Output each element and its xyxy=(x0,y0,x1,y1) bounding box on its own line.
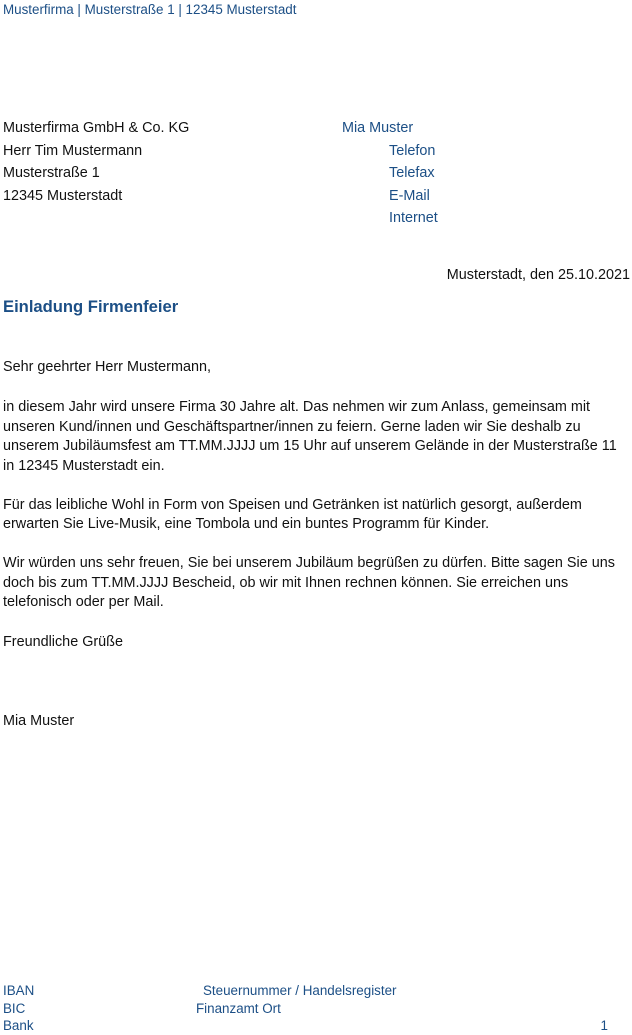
recipient-city: 12345 Musterstadt xyxy=(3,187,123,204)
page-number: 1 xyxy=(600,1018,608,1033)
footer-iban: IBAN xyxy=(3,983,35,998)
contact-person-name: Mia Muster xyxy=(342,120,414,136)
recipient-name: Herr Tim Mustermann xyxy=(3,142,143,159)
contact-info-block xyxy=(389,140,438,230)
contact-phone-label: Telefon xyxy=(389,142,436,159)
signature-name: Mia Muster xyxy=(3,713,75,729)
contact-email-label: E-Mail xyxy=(389,187,430,204)
closing-phrase: Freundliche Grüße xyxy=(3,634,123,650)
body-paragraph: Wir würden uns sehr freuen, Sie bei unserem Jubiläum begrüßen zu dürfen. Bitte sagen Sie uns doch bis zum TT.MM.JJJJ Bescheid, ob wir mit Ihnen rechnen können. Sie erreichen uns telefonisch oder per Mail. xyxy=(3,555,615,610)
letter-date: Musterstadt, den 25.10.2021 xyxy=(446,267,630,283)
sender-address-line: Musterfirma | Musterstraße 1 | 12345 Musterstadt xyxy=(3,2,297,17)
recipient-street: Musterstraße 1 xyxy=(3,165,100,181)
body-paragraph: in diesem Jahr wird unsere Firma 30 Jahre alt. Das nehmen wir zum Anlass, gemeinsam mit unseren Kund/innen und Geschäftspartner/innen zu feiern. Gerne laden wir Sie deshalb zu unserem Jubiläumsfest am TT.MM.JJJJ um 15 Uhr auf unserem Gelände in der Musterstraße 11 in 12345 Musterstadt ein. xyxy=(3,399,617,474)
recipient-address-block xyxy=(3,117,189,207)
footer-tax-number: Steuernummer / Handelsregister xyxy=(203,983,397,998)
letter-body xyxy=(3,398,629,632)
salutation: Sehr geehrter Herr Mustermann, xyxy=(3,359,211,375)
recipient-company: Musterfirma GmbH & Co. KG xyxy=(3,120,190,136)
contact-fax-label: Telefax xyxy=(389,165,435,181)
footer-bank: Bank xyxy=(3,1018,34,1033)
footer-bic: BIC xyxy=(3,1001,26,1016)
body-paragraph: Für das leibliche Wohl in Form von Speisen und Getränken ist natürlich gesorgt, außerdem erwarten Sie Live-Musik, eine Tombola und ein buntes Programm für Kinder. xyxy=(3,496,582,532)
contact-internet-label: Internet xyxy=(389,210,438,226)
letter-subject: Einladung Firmenfeier xyxy=(3,297,179,316)
footer-tax-office: Finanzamt Ort xyxy=(196,1001,281,1016)
